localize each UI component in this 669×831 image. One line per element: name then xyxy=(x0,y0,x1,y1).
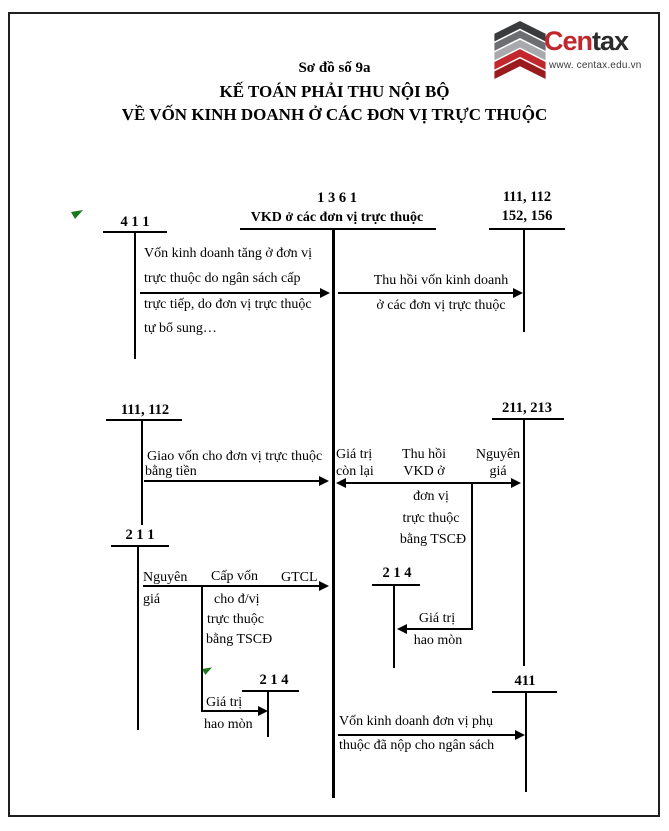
account-214-left-code: 2 1 4 xyxy=(259,672,289,688)
flow-grant-assets-mid-line2: cho đ/vị xyxy=(214,592,260,607)
green-marker-icon xyxy=(71,210,83,220)
account-411-bottom-stem xyxy=(525,693,527,792)
flow-grant-assets-drop-line xyxy=(201,586,203,712)
flow-recover-capital-arrow xyxy=(338,292,514,294)
flow-depr-left-arrow xyxy=(202,710,259,712)
account-214-right-underline xyxy=(372,584,420,586)
flow-recover-assets-arrow xyxy=(341,482,515,484)
doc-title-line1: KẾ TOÁN PHẢI THU NỘI BỘ xyxy=(219,82,450,101)
flow-recover-assets-drop-line xyxy=(471,483,473,630)
flow-grant-assets-left-line2: giá xyxy=(143,592,161,607)
flow-capital-increase-line2: trực thuộc do ngân sách cấp xyxy=(144,271,301,286)
account-1361-name: VKD ở các đơn vị trực thuộc xyxy=(250,210,424,225)
account-214-left-underline xyxy=(242,690,299,692)
flow-capital-increase-arrow xyxy=(140,292,320,294)
account-111-112-underline xyxy=(489,228,565,230)
account-111-112-mid-code: 111, 112 xyxy=(120,402,170,418)
account-214-right-code: 2 1 4 xyxy=(382,565,412,581)
flow-recover-assets-mid-line3: đơn vị xyxy=(413,489,449,504)
flow-paid-budget-line2: thuộc đã nộp cho ngân sách xyxy=(339,738,495,753)
flow-paid-budget-arrow xyxy=(338,734,516,736)
account-211-stem xyxy=(137,547,139,730)
flow-grant-assets-mid-line3: trực thuộc xyxy=(207,612,264,627)
flow-grant-assets-right-line1: GTCL xyxy=(281,570,318,585)
account-1361-stem xyxy=(332,230,335,798)
flow-recover-assets-left-line2: còn lại xyxy=(336,464,374,479)
arrowhead-left-icon xyxy=(336,478,346,488)
arrowhead-right-icon xyxy=(319,581,329,591)
logo-brand-primary: Cen xyxy=(544,26,593,56)
flow-recover-assets-right-line2: giá xyxy=(489,464,507,479)
arrowhead-left-icon xyxy=(397,624,407,634)
flow-capital-increase-line4: tự bổ sung… xyxy=(144,321,217,336)
flow-depr-left-line2: hao mòn xyxy=(204,717,253,732)
flow-recover-assets-mid-line2: VKD ở xyxy=(403,464,445,479)
arrowhead-right-icon xyxy=(511,478,521,488)
flow-recover-assets-mid-line1: Thu hồi xyxy=(402,447,446,462)
logo-brand-secondary: tax xyxy=(592,26,629,56)
flow-depr-right-line2: hao mòn xyxy=(413,633,463,648)
account-211-code: 2 1 1 xyxy=(125,527,155,543)
account-211-213-underline xyxy=(492,418,564,420)
flow-depr-right-line1: Giá trị xyxy=(418,611,456,626)
flow-recover-assets-left-line1: Giá trị xyxy=(336,447,373,462)
flow-grant-assets-mid-line1: Cấp vốn xyxy=(211,569,259,584)
account-214-right-stem xyxy=(393,586,395,668)
arrowhead-right-icon xyxy=(515,730,525,740)
flow-grant-assets-mid-line4: bằng TSCĐ xyxy=(206,632,273,647)
account-214-left-stem xyxy=(267,692,269,737)
flow-capital-increase-line3: trực tiếp, do đơn vị trực thuộc xyxy=(144,297,312,312)
arrowhead-right-icon xyxy=(320,288,330,298)
account-152-156-code: 152, 156 xyxy=(501,208,553,224)
green-marker-icon xyxy=(202,667,212,676)
account-1361-code: 1 3 6 1 xyxy=(317,190,357,206)
arrowhead-right-icon xyxy=(319,476,329,486)
flow-paid-budget-line1: Vốn kinh doanh đơn vị phụ xyxy=(339,714,494,729)
flow-recover-assets-right-line1: Nguyên xyxy=(475,447,521,462)
flow-grant-assets-arrow xyxy=(143,585,320,587)
flow-recover-capital-line1: Thu hồi vốn kinh doanh xyxy=(373,273,509,288)
account-211-underline xyxy=(111,545,169,547)
account-111-112-mid-underline xyxy=(106,419,182,421)
doc-title-line2: VỀ VỐN KINH DOANH Ở CÁC ĐƠN VỊ TRỰC THUỘC xyxy=(121,105,548,124)
flow-grant-assets-left-line1: Nguyên xyxy=(143,570,188,585)
flow-capital-increase-line1: Vốn kinh doanh tăng ở đơn vị xyxy=(144,246,313,261)
arrowhead-right-icon xyxy=(513,288,523,298)
flow-grant-cash-line2: bằng tiền xyxy=(145,464,197,479)
account-411-top-stem xyxy=(134,233,136,359)
flow-recover-assets-mid-line4: trực thuộc xyxy=(402,511,460,526)
account-211-213-code: 211, 213 xyxy=(502,400,552,416)
account-111-112-mid-stem xyxy=(141,421,143,525)
flow-recover-assets-mid-line5: bằng TSCĐ xyxy=(399,532,467,547)
account-411-bottom-code: 411 xyxy=(514,673,536,689)
flow-recover-capital-line2: ở các đơn vị trực thuộc xyxy=(376,298,506,313)
flow-grant-cash-line1: Giao vốn cho đơn vị trực thuộc xyxy=(147,449,323,464)
flow-depr-right-arrow xyxy=(402,628,472,630)
account-111-112-code: 111, 112 xyxy=(502,189,552,205)
flow-depr-left-line1: Giá trị xyxy=(206,695,243,710)
account-411-top-code: 4 1 1 xyxy=(120,214,150,230)
logo-url: www. centax.edu.vn xyxy=(549,60,642,71)
logo-brand xyxy=(544,26,628,56)
flow-grant-cash-arrow xyxy=(144,480,320,482)
doc-subtitle: Sơ đồ số 9a xyxy=(298,60,371,76)
account-1361-underline xyxy=(240,228,436,230)
